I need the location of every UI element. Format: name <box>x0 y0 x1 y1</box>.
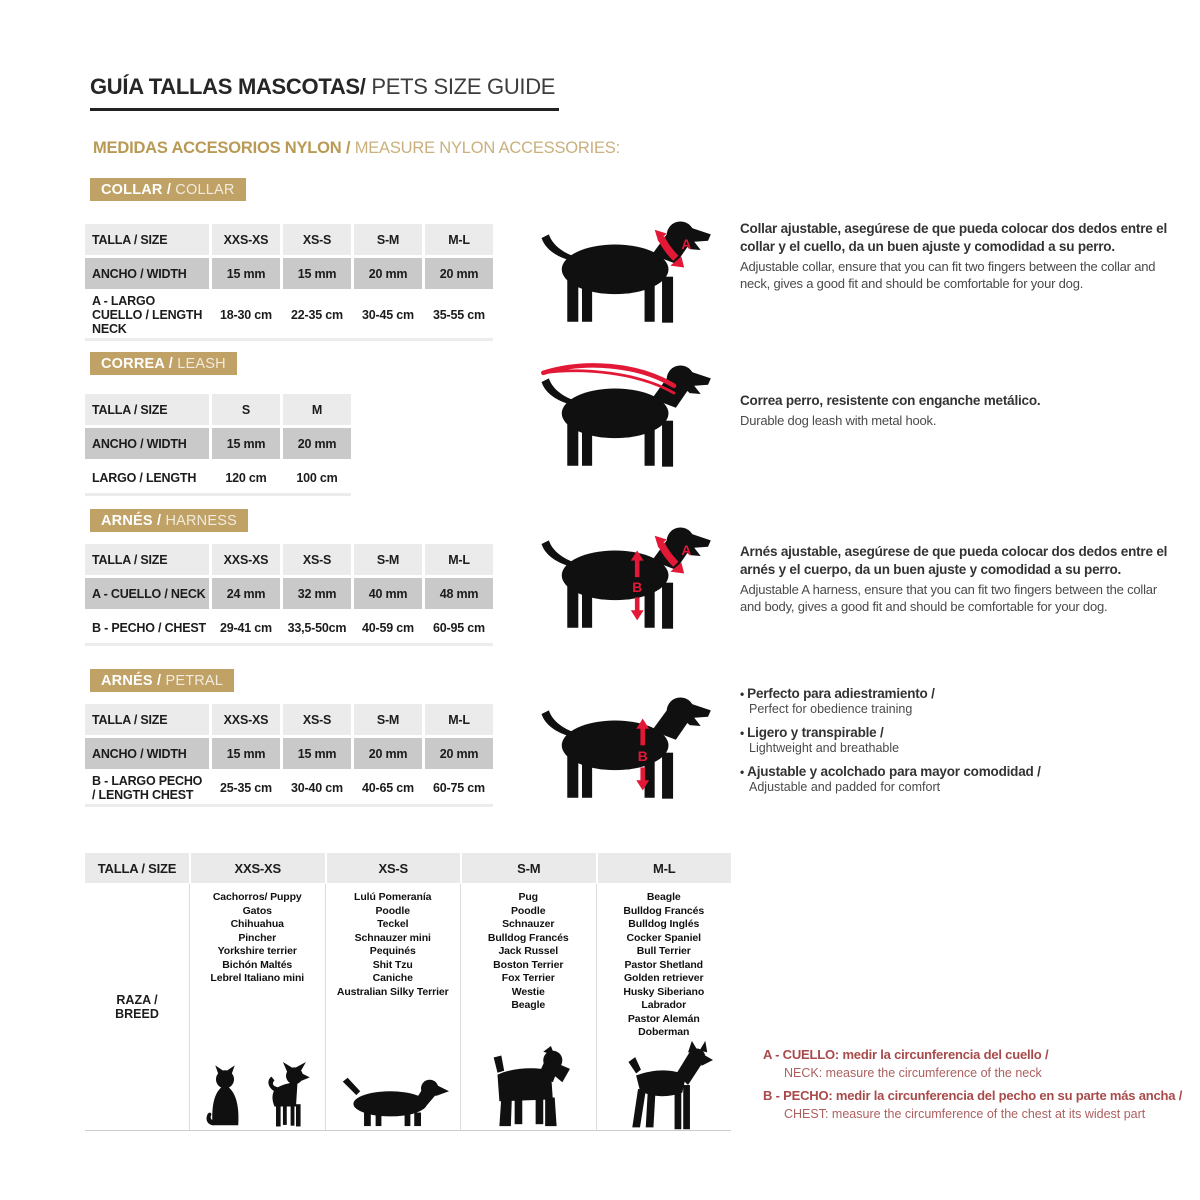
table-cell: 20 mm <box>425 258 493 289</box>
column-header: S-M <box>354 224 422 255</box>
breed-item: Schnauzer mini <box>354 931 431 944</box>
table-row <box>85 544 493 575</box>
breed-list <box>337 891 449 999</box>
table-cell: 32 mm <box>283 578 351 609</box>
cat-icon <box>200 1064 250 1128</box>
petral-size-table <box>85 704 493 807</box>
breed-column-header: M-L <box>598 853 732 883</box>
feature-es: • Ligero y transpirable / <box>740 725 1176 740</box>
table-cell: 30-45 cm <box>354 292 422 338</box>
leash-dog-diagram <box>536 358 720 476</box>
breed-list <box>623 891 704 1040</box>
table-row <box>85 428 351 459</box>
table-cell: 20 mm <box>354 738 422 769</box>
breed-column-header: XS-S <box>327 853 461 883</box>
table-cell: 48 mm <box>425 578 493 609</box>
column-header: TALLA / SIZE <box>85 224 209 255</box>
table-row <box>85 462 351 493</box>
note-item <box>763 1087 1197 1123</box>
breed-column-XXS-XS <box>189 884 325 1130</box>
table-cell: 100 cm <box>283 462 351 493</box>
breed-column-header: S-M <box>462 853 596 883</box>
column-header: M-L <box>425 544 493 575</box>
column-header: S-M <box>354 544 422 575</box>
badge-petral <box>90 669 234 692</box>
table-cell: 15 mm <box>283 738 351 769</box>
subtitle-en: MEASURE NYLON ACCESSORIES: <box>354 139 620 157</box>
breed-item: Lulú Pomeranía <box>354 891 432 903</box>
badge-collar-es: COLLAR / <box>101 182 176 198</box>
row-label: ANCHO / WIDTH <box>85 738 209 769</box>
table-cell: 20 mm <box>425 738 493 769</box>
row-label: B - PECHO / CHEST <box>85 612 209 643</box>
breed-item: Lebrel Italiano mini <box>210 972 305 984</box>
table-cell: 15 mm <box>212 428 280 459</box>
column-header: TALLA / SIZE <box>85 704 209 735</box>
breed-column-XS-S <box>325 884 461 1130</box>
table-cell: 20 mm <box>283 428 351 459</box>
table-row <box>85 772 493 804</box>
dog-silhouette-icon <box>542 365 711 466</box>
note-en: CHEST: measure the circumference of the chest at its widest part <box>784 1107 1146 1121</box>
leash-size-table <box>85 394 351 496</box>
breed-item: Bull Terrier <box>636 945 691 957</box>
breed-icons <box>200 1062 314 1128</box>
note-es: A - CUELLO: medir la circunferencia del cuello / <box>763 1047 1049 1062</box>
badge-collar-en: COLLAR <box>175 182 235 198</box>
column-header: XXS-XS <box>212 704 280 735</box>
column-header: M-L <box>425 704 493 735</box>
breed-item: Pastor Shetland <box>624 958 703 971</box>
breed-column-header: TALLA / SIZE <box>85 853 189 883</box>
column-header: S <box>212 394 280 425</box>
feature-en: Lightweight and breathable <box>749 741 900 755</box>
table-cell: 60-75 cm <box>425 772 493 804</box>
feature-es: • Perfecto para adiestramiento / <box>740 686 1176 701</box>
table-row <box>85 224 493 255</box>
petral-dog-diagram <box>536 690 720 808</box>
leash-description <box>740 392 1176 429</box>
doberman-icon <box>615 1040 713 1132</box>
breed-item: Cachorros/ Puppy <box>212 891 302 903</box>
harness-size-table <box>85 544 493 646</box>
breed-item: Labrador <box>641 999 687 1011</box>
row-label: A - CUELLO / NECK <box>85 578 209 609</box>
badge-petral-en: PETRAL <box>165 673 224 689</box>
column-header: XS-S <box>283 544 351 575</box>
table-cell: 15 mm <box>212 258 280 289</box>
breed-item: Golden retriever <box>623 972 704 984</box>
column-header: XS-S <box>283 224 351 255</box>
table-cell: 22-35 cm <box>283 292 351 338</box>
breed-item: Poodle <box>375 904 410 917</box>
section-subtitle <box>93 139 620 158</box>
schnauzer-icon <box>486 1046 570 1128</box>
petral-features <box>740 686 1176 803</box>
table-cell: 40 mm <box>354 578 422 609</box>
note-en: NECK: measure the circumference of the neck <box>784 1066 1042 1080</box>
collar-desc-es: Collar ajustable, asegúrese de que pueda colocar dos dedos entre el collar y el cuello, da un buen ajuste y comodidad a su perro. <box>740 221 1167 254</box>
breed-item: Fox Terrier <box>501 972 555 984</box>
breed-column-M-L <box>596 884 732 1130</box>
column-header: XS-S <box>283 704 351 735</box>
feature-item <box>740 764 1176 794</box>
breed-item: Doberman <box>638 1026 690 1038</box>
table-cell: 120 cm <box>212 462 280 493</box>
table-row <box>85 612 493 643</box>
chihuahua-icon <box>258 1062 314 1128</box>
breed-item: Australian Silky Terrier <box>336 985 449 998</box>
breed-item: Bulldog Inglés <box>628 918 700 930</box>
breed-item: Cocker Spaniel <box>626 931 701 944</box>
note-es: B - PECHO: medir la circunferencia del pecho en su parte más ancha / <box>763 1088 1183 1103</box>
harness-description <box>740 543 1176 615</box>
table-row <box>85 578 493 609</box>
breed-column-S-M <box>460 884 596 1130</box>
table-cell: 15 mm <box>212 738 280 769</box>
collar-size-table <box>85 224 493 341</box>
dog-silhouette-icon <box>542 697 711 798</box>
breed-row-label: RAZA / BREED <box>115 993 159 1021</box>
harness-dog-diagram <box>536 520 720 638</box>
breed-table <box>85 853 731 1131</box>
breed-item: Bichón Maltés <box>222 958 293 971</box>
column-header: TALLA / SIZE <box>85 394 209 425</box>
table-row <box>85 258 493 289</box>
feature-item <box>740 725 1176 755</box>
table-cell: 40-65 cm <box>354 772 422 804</box>
column-header: XXS-XS <box>212 224 280 255</box>
leash-desc-es: Correa perro, resistente con enganche metálico. <box>740 393 1041 408</box>
row-label: ANCHO / WIDTH <box>85 258 209 289</box>
breed-item: Yorkshire terrier <box>217 945 297 957</box>
dachshund-icon <box>337 1072 449 1128</box>
harness-desc-en: Adjustable A harness, ensure that you can fit two fingers between the collar and body, gives a good fit and should be comfortable for your dog. <box>740 582 1157 614</box>
table-row <box>85 738 493 769</box>
feature-en: Perfect for obedience training <box>749 702 913 716</box>
breed-item: Pincher <box>238 931 277 944</box>
column-header: M-L <box>425 224 493 255</box>
breed-item: Pastor Alemán <box>627 1012 700 1025</box>
badge-harness-es: ARNÉS / <box>101 513 166 529</box>
page-title <box>90 74 559 111</box>
badge-harness-en: HARNESS <box>165 513 237 529</box>
column-header: M <box>283 394 351 425</box>
collar-description <box>740 220 1176 292</box>
page-title-en: PETS SIZE GUIDE <box>365 74 556 99</box>
row-label: B - LARGO PECHO / LENGTH CHEST <box>85 772 209 804</box>
breed-table-header <box>85 853 731 883</box>
table-cell: 24 mm <box>212 578 280 609</box>
feature-en: Adjustable and padded for comfort <box>749 780 941 794</box>
breed-item: Beagle <box>511 999 546 1011</box>
breed-item: Pequinés <box>369 945 416 957</box>
marker-label-b: B <box>637 748 648 764</box>
breed-item: Husky Siberiano <box>623 985 705 998</box>
badge-collar <box>90 178 246 201</box>
breed-icons <box>337 1072 449 1128</box>
breed-item: Boston Terrier <box>493 958 564 971</box>
table-cell: 30-40 cm <box>283 772 351 804</box>
table-cell: 33,5-50cm <box>283 612 351 643</box>
breed-item: Bulldog Francés <box>487 931 569 944</box>
table-row <box>85 394 351 425</box>
marker-label-a: A <box>681 237 692 253</box>
measure-notes <box>763 1046 1197 1128</box>
badge-leash <box>90 352 237 375</box>
marker-label-a: A <box>681 543 692 559</box>
table-cell: 25-35 cm <box>212 772 280 804</box>
badge-harness <box>90 509 248 532</box>
collar-desc-en: Adjustable collar, ensure that you can fit two fingers between the collar and neck, gives a good fit and should be comfortable for your dog. <box>740 259 1156 291</box>
row-label: ANCHO / WIDTH <box>85 428 209 459</box>
column-header: TALLA / SIZE <box>85 544 209 575</box>
table-row <box>85 704 493 735</box>
breed-icons <box>486 1046 570 1128</box>
breed-table-body <box>85 884 731 1131</box>
column-header: XXS-XS <box>212 544 280 575</box>
breed-item: Westie <box>511 985 545 998</box>
breed-item: Poodle <box>511 904 546 917</box>
breed-item: Jack Russel <box>498 945 559 957</box>
row-label: LARGO / LENGTH <box>85 462 209 493</box>
breed-item: Chihuahua <box>230 918 284 930</box>
badge-leash-es: CORREA / <box>101 356 178 372</box>
breed-item: Pug <box>518 891 538 903</box>
note-item <box>763 1046 1197 1082</box>
row-label: A - LARGO CUELLO / LENGTH NECK <box>85 292 209 338</box>
breed-item: Beagle <box>646 891 681 903</box>
table-cell: 35-55 cm <box>425 292 493 338</box>
feature-item <box>740 686 1176 716</box>
collar-dog-diagram <box>536 214 720 332</box>
breed-item: Caniche <box>372 972 413 984</box>
breed-column-header: XXS-XS <box>191 853 325 883</box>
table-cell: 20 mm <box>354 258 422 289</box>
breed-item: Gatos <box>242 904 272 917</box>
table-cell: 40-59 cm <box>354 612 422 643</box>
breed-list <box>488 891 569 1013</box>
subtitle-es: MEDIDAS ACCESORIOS NYLON / <box>93 139 355 157</box>
table-cell: 60-95 cm <box>425 612 493 643</box>
harness-desc-es: Arnés ajustable, asegúrese de que pueda colocar dos dedos entre el arnés y el cuerpo, da un buen ajuste y comodidad a su perro. <box>740 544 1168 577</box>
breed-item: Bulldog Francés <box>623 904 705 917</box>
marker-label-b: B <box>632 579 643 595</box>
table-cell: 29-41 cm <box>212 612 280 643</box>
page-title-es: GUÍA TALLAS MASCOTAS/ <box>90 74 366 99</box>
badge-leash-en: LEASH <box>177 356 226 372</box>
breed-icons <box>615 1040 713 1132</box>
table-cell: 15 mm <box>283 258 351 289</box>
breed-list <box>210 891 304 986</box>
breed-item: Shit Tzu <box>372 958 413 971</box>
column-header: S-M <box>354 704 422 735</box>
breed-item: Teckel <box>377 918 409 930</box>
table-cell: 18-30 cm <box>212 292 280 338</box>
badge-petral-es: ARNÉS / <box>101 673 166 689</box>
breed-item: Schnauzer <box>502 918 555 930</box>
feature-es: • Ajustable y acolchado para mayor comodidad / <box>740 764 1176 779</box>
table-row <box>85 292 493 338</box>
leash-desc-en: Durable dog leash with metal hook. <box>740 413 937 428</box>
